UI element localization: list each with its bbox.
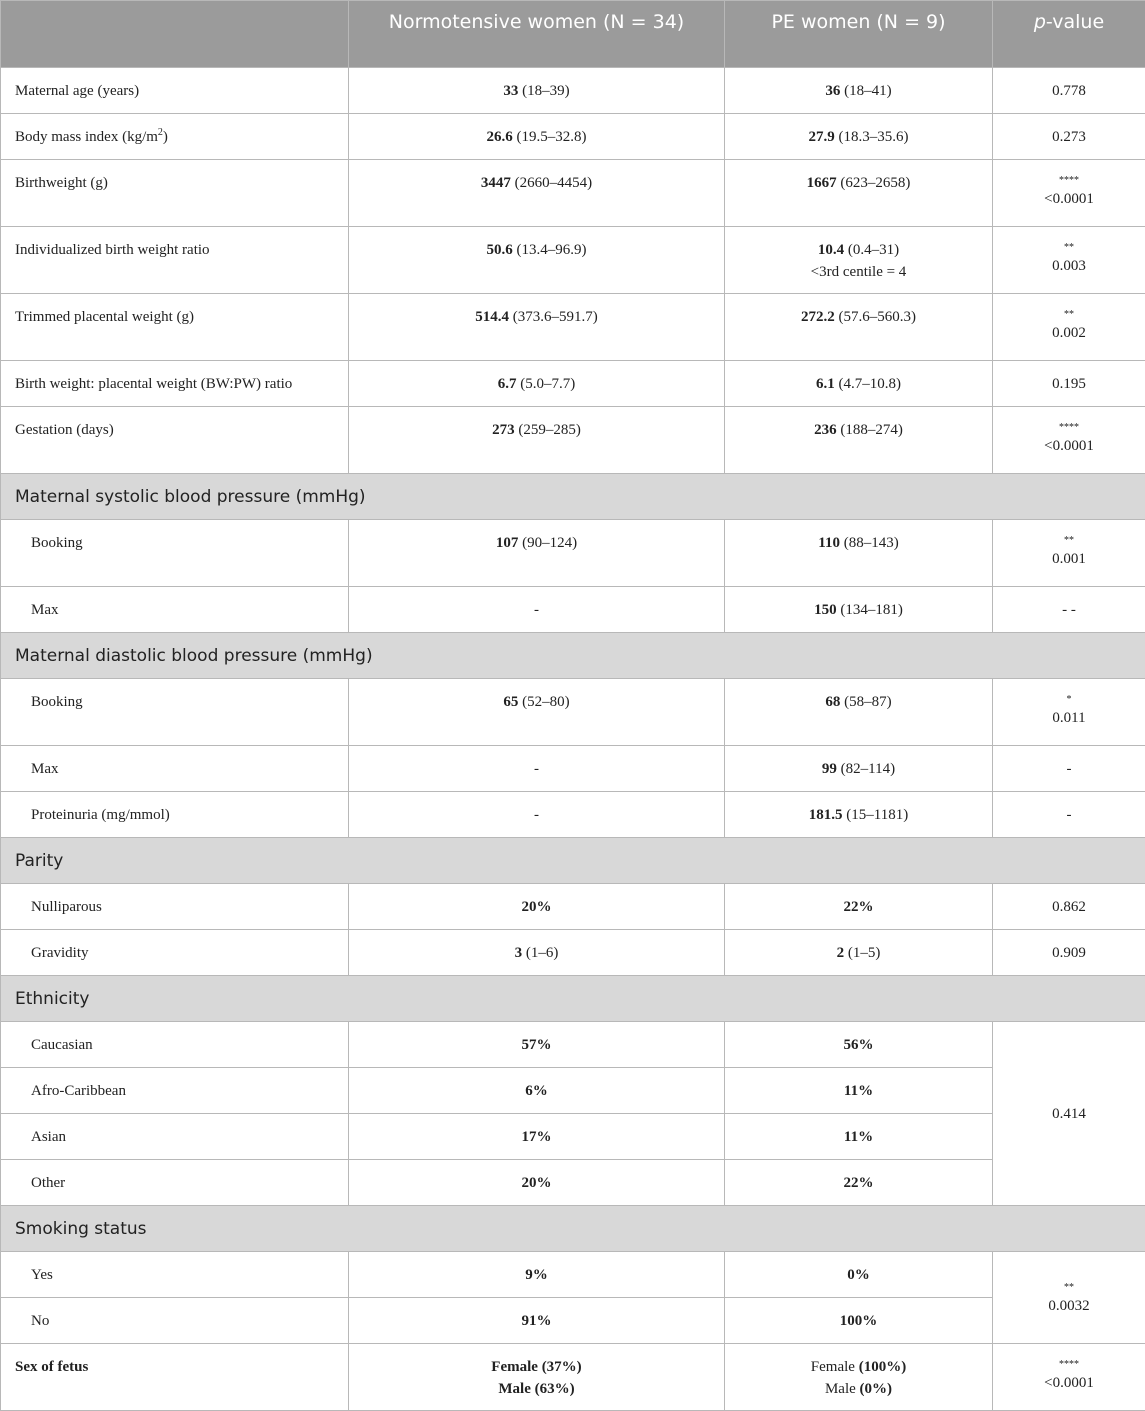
pe-value: 150 (134–181): [725, 587, 993, 633]
table-row: [1, 930, 1145, 976]
row-label: Trimmed placental weight (g): [1, 294, 349, 361]
row-label: Gravidity: [1, 930, 349, 976]
significance-stars: **: [1064, 309, 1074, 320]
section-title: Smoking status: [1, 1206, 1145, 1252]
pe-value: 27.9 (18.3–35.6): [725, 114, 993, 160]
normotensive-value: 20%: [349, 1160, 725, 1206]
section-header-parity: [1, 838, 1145, 884]
table-row: [1, 1252, 1145, 1298]
row-label: Birthweight (g): [1, 160, 349, 227]
row-label: Maternal age (years): [1, 68, 349, 114]
table-row: [1, 520, 1145, 587]
table-row: [1, 361, 1145, 407]
row-label: Birth weight: placental weight (BW:PW) ratio: [1, 361, 349, 407]
pe-value: 68 (58–87): [725, 679, 993, 746]
table-row: [1, 160, 1145, 227]
section-title: Maternal systolic blood pressure (mmHg): [1, 474, 1145, 520]
row-label: Body mass index $(kg/m^2)$: [1, 114, 349, 160]
table-row: [1, 1344, 1145, 1411]
pe-value: 2 (1–5): [725, 930, 993, 976]
significance-stars: ****: [1059, 1359, 1079, 1370]
p-value: **** <0.0001: [993, 407, 1145, 474]
section-header-smoking: [1, 1206, 1145, 1252]
pe-value: 181.5 (15–1181): [725, 792, 993, 838]
pe-value: 11%: [725, 1068, 993, 1114]
p-value: **** <0.0001: [993, 160, 1145, 227]
row-label: Yes: [1, 1252, 349, 1298]
row-label: Booking: [1, 520, 349, 587]
significance-stars: **: [1064, 242, 1074, 253]
header-pe: PE women (N = 9): [725, 1, 993, 68]
p-value: **** <0.0001: [993, 1344, 1145, 1411]
normotensive-value: 50.6 (13.4–96.9): [349, 227, 725, 294]
p-value: 0.273: [993, 114, 1145, 160]
row-label: Afro-Caribbean: [1, 1068, 349, 1114]
pe-value: 36 (18–41): [725, 68, 993, 114]
significance-stars: **: [1064, 1281, 1074, 1293]
p-value: * 0.011: [993, 679, 1145, 746]
table-row: [1, 114, 1145, 160]
p-value: ** 0.003: [993, 227, 1145, 294]
significance-stars: **: [1064, 535, 1074, 546]
section-title: Maternal diastolic blood pressure (mmHg): [1, 633, 1145, 679]
pe-value: 0%: [725, 1252, 993, 1298]
pe-value: 22%: [725, 884, 993, 930]
row-label: Caucasian: [1, 1022, 349, 1068]
p-value: 0.862: [993, 884, 1145, 930]
normotensive-value: -: [349, 792, 725, 838]
table-row: [1, 294, 1145, 361]
header-blank: [1, 1, 349, 68]
normotensive-value: 26.6 (19.5–32.8): [349, 114, 725, 160]
normotensive-value: -: [349, 587, 725, 633]
row-label: Max: [1, 587, 349, 633]
header-row: [1, 1, 1145, 68]
table-row: [1, 884, 1145, 930]
pe-value: 99 (82–114): [725, 746, 993, 792]
normotensive-value: 3447 (2660–4454): [349, 160, 725, 227]
pe-value: 236 (188–274): [725, 407, 993, 474]
normotensive-value: 65 (52–80): [349, 679, 725, 746]
normotensive-value: 6.7 (5.0–7.7): [349, 361, 725, 407]
normotensive-value: 33 (18–39): [349, 68, 725, 114]
p-value: ** 0.0032: [993, 1252, 1145, 1344]
normotensive-value: Female (37%) Male (63%): [349, 1344, 725, 1411]
normotensive-value: 20%: [349, 884, 725, 930]
table-row: [1, 1022, 1145, 1068]
normotensive-value: 17%: [349, 1114, 725, 1160]
normotensive-value: 9%: [349, 1252, 725, 1298]
table-row: [1, 679, 1145, 746]
table-row: [1, 227, 1145, 294]
pe-value: 1667 (623–2658): [725, 160, 993, 227]
p-value: 0.414: [993, 1022, 1145, 1206]
section-header-ethnicity: [1, 976, 1145, 1022]
section-title: Parity: [1, 838, 1145, 884]
header-pvalue: p-value: [993, 1, 1145, 68]
section-header-diastolic: [1, 633, 1145, 679]
p-value: ** 0.001: [993, 520, 1145, 587]
p-value: -: [993, 792, 1145, 838]
row-label: Proteinuria (mg/mmol): [1, 792, 349, 838]
normotensive-value: 91%: [349, 1298, 725, 1344]
table-row: [1, 1298, 1145, 1344]
table-row: [1, 746, 1145, 792]
pe-value: 6.1 (4.7–10.8): [725, 361, 993, 407]
significance-stars: *: [1066, 694, 1072, 705]
section-header-systolic: [1, 474, 1145, 520]
p-value: ** 0.002: [993, 294, 1145, 361]
normotensive-value: 3 (1–6): [349, 930, 725, 976]
table-row: [1, 407, 1145, 474]
pe-value: 100%: [725, 1298, 993, 1344]
p-value: 0.195: [993, 361, 1145, 407]
row-label: Asian: [1, 1114, 349, 1160]
significance-stars: ****: [1059, 175, 1079, 186]
table-row: [1, 68, 1145, 114]
p-value: 0.778: [993, 68, 1145, 114]
row-label: Sex of fetus: [1, 1344, 349, 1411]
table-row: [1, 1160, 1145, 1206]
row-label: Gestation (days): [1, 407, 349, 474]
normotensive-value: 57%: [349, 1022, 725, 1068]
normotensive-value: 273 (259–285): [349, 407, 725, 474]
row-label: Max: [1, 746, 349, 792]
p-value: -: [993, 746, 1145, 792]
row-label: Individualized birth weight ratio: [1, 227, 349, 294]
table-row: [1, 1114, 1145, 1160]
row-label: Nulliparous: [1, 884, 349, 930]
pe-value: 10.4 (0.4–31) <3rd centile = 4: [725, 227, 993, 294]
pe-value: 22%: [725, 1160, 993, 1206]
normotensive-value: 6%: [349, 1068, 725, 1114]
pe-value: 11%: [725, 1114, 993, 1160]
pe-value: 110 (88–143): [725, 520, 993, 587]
section-title: Ethnicity: [1, 976, 1145, 1022]
pe-value: 272.2 (57.6–560.3): [725, 294, 993, 361]
p-value: 0.909: [993, 930, 1145, 976]
normotensive-value: 514.4 (373.6–591.7): [349, 294, 725, 361]
row-label: Booking: [1, 679, 349, 746]
table-row: [1, 587, 1145, 633]
pe-value: Female (100%) Male (0%): [725, 1344, 993, 1411]
pe-value: 56%: [725, 1022, 993, 1068]
row-label: No: [1, 1298, 349, 1344]
table-row: [1, 1068, 1145, 1114]
normotensive-value: -: [349, 746, 725, 792]
header-normotensive: Normotensive women (N = 34): [349, 1, 725, 68]
table-row: [1, 792, 1145, 838]
row-label: Other: [1, 1160, 349, 1206]
significance-stars: ****: [1059, 422, 1079, 433]
p-value: - -: [993, 587, 1145, 633]
normotensive-value: 107 (90–124): [349, 520, 725, 587]
